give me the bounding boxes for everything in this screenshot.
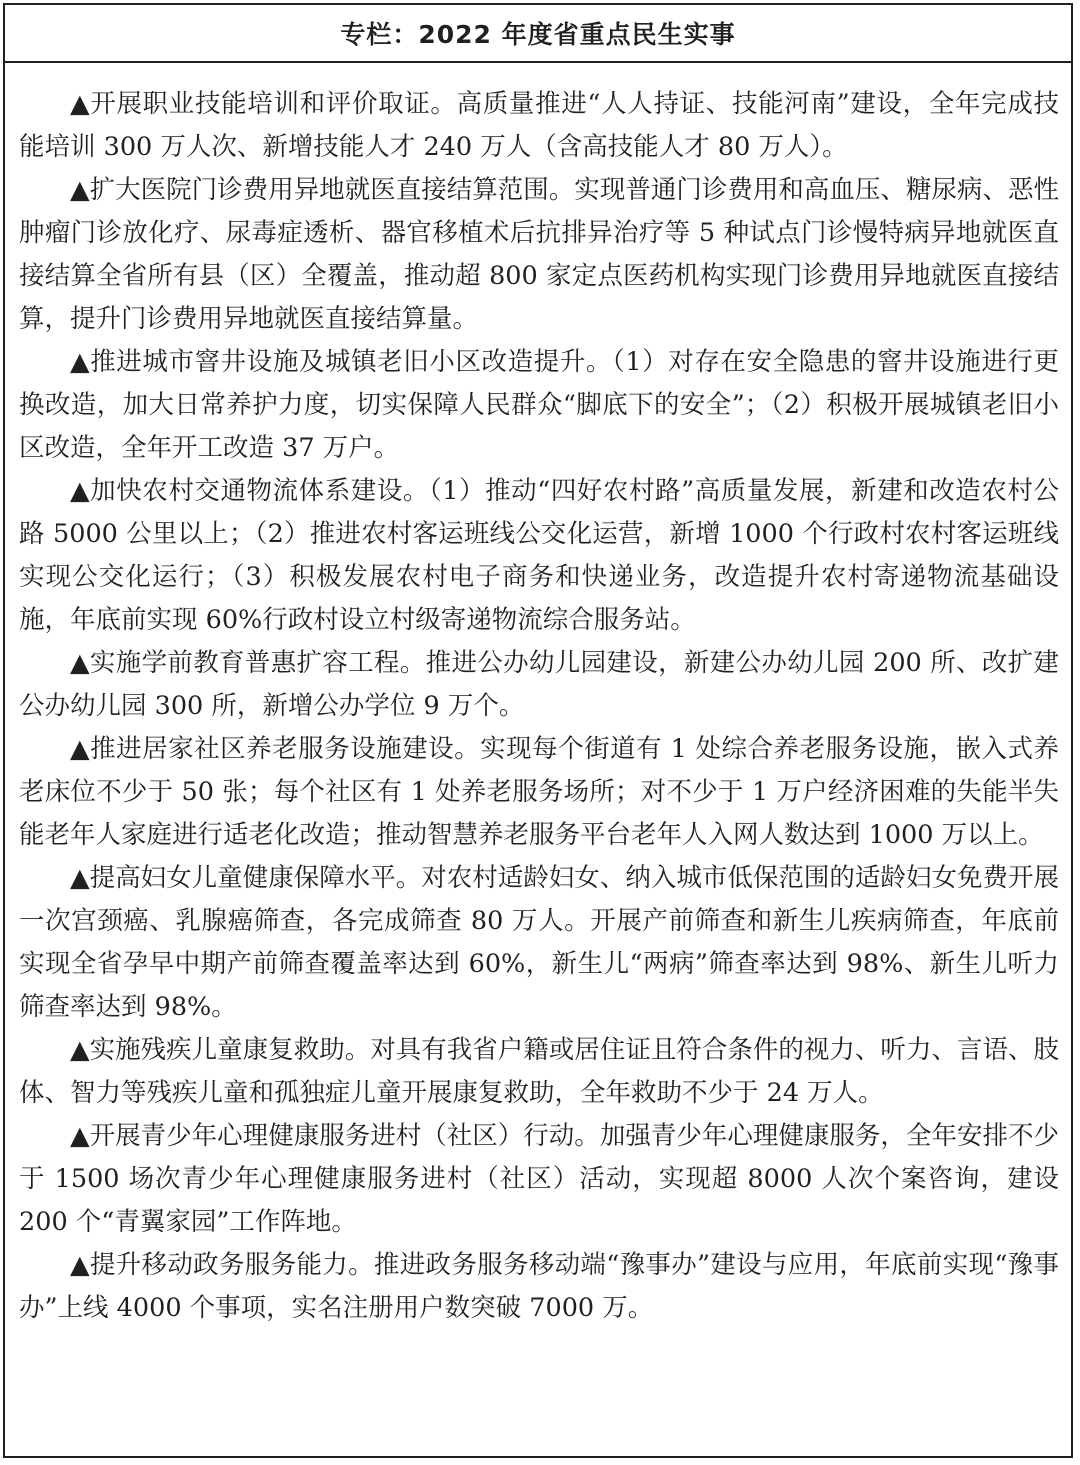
item-manhole-renovation: ▲推进城市窨井设施及城镇老旧小区改造提升。（1）对存在安全隐患的窨井设施进行更换改造，加大日常养护力度，切实保障人民群众“脚底下的安全”；（2）积极开展城镇老旧小区改造，全年开工改造 37 万户。 <box>19 347 1059 463</box>
column-box <box>3 3 1073 1458</box>
item-youth-mental-health: ▲开展青少年心理健康服务进村（社区）行动。加强青少年心理健康服务，全年安排不少于 1500 场次青少年心理健康服务进村（社区）活动，实现超 8000 人次个案咨询，建设 200 个“青翼家园”工作阵地。 <box>19 1121 1059 1237</box>
item-women-children-health: ▲提高妇女儿童健康保障水平。对农村适龄妇女、纳入城市低保范围的适龄妇女免费开展一次宫颈癌、乳腺癌筛查，各完成筛查 80 万人。开展产前筛查和新生儿疾病筛查，年底前实现全省孕早中期产前筛查覆盖率达到 60%，新生儿“两病”筛查率达到 98%、新生儿听力筛查率达到 98%。 <box>19 863 1059 1022</box>
item-disabled-children-rehab: ▲实施残疾儿童康复救助。对具有我省户籍或居住证且符合条件的视力、听力、言语、肢体、智力等残疾儿童和孤独症儿童开展康复救助，全年救助不少于 24 万人。 <box>19 1035 1059 1108</box>
column-body <box>5 63 1071 1330</box>
item-rural-logistics: ▲加快农村交通物流体系建设。（1）推动“四好农村路”高质量发展，新建和改造农村公路 5000 公里以上；（2）推进农村客运班线公交化运营，新增 1000 个行政村农村客运班线实现公交化运行；（3）积极发展农村电子商务和快递业务，改造提升农村寄递物流基础设施，年底前实现 60%行政村设立村级寄递物流综合服务站。 <box>19 476 1059 635</box>
item-mobile-government: ▲提升移动政务服务能力。推进政务服务移动端“豫事办”建设与应用，年底前实现“豫事办”上线 4000 个事项，实名注册用户数突破 7000 万。 <box>19 1250 1059 1323</box>
column-title: 专栏：2022 年度省重点民生实事 <box>5 5 1071 63</box>
item-preschool-education: ▲实施学前教育普惠扩容工程。推进公办幼儿园建设，新建公办幼儿园 200 所、改扩建公办幼儿园 300 所，新增公办学位 9 万个。 <box>19 648 1059 721</box>
item-outpatient-settlement: ▲扩大医院门诊费用异地就医直接结算范围。实现普通门诊费用和高血压、糖尿病、恶性肿瘤门诊放化疗、尿毒症透析、器官移植术后抗排异治疗等 5 种试点门诊慢特病异地就医直接结算全省所有县（区）全覆盖，推动超 800 家定点医药机构实现门诊费用异地就医直接结算，提升门诊费用异地就医直接结算量。 <box>19 175 1059 334</box>
item-elderly-care: ▲推进居家社区养老服务设施建设。实现每个街道有 1 处综合养老服务设施，嵌入式养老床位不少于 50 张；每个社区有 1 处养老服务场所；对不少于 1 万户经济困难的失能半失能老年人家庭进行适老化改造；推动智慧养老服务平台老年人入网人数达到 1000 万以上。 <box>19 734 1059 850</box>
item-vocational-training: ▲开展职业技能培训和评价取证。高质量推进“人人持证、技能河南”建设，全年完成技能培训 300 万人次、新增技能人才 240 万人（含高技能人才 80 万人）。 <box>19 89 1059 162</box>
